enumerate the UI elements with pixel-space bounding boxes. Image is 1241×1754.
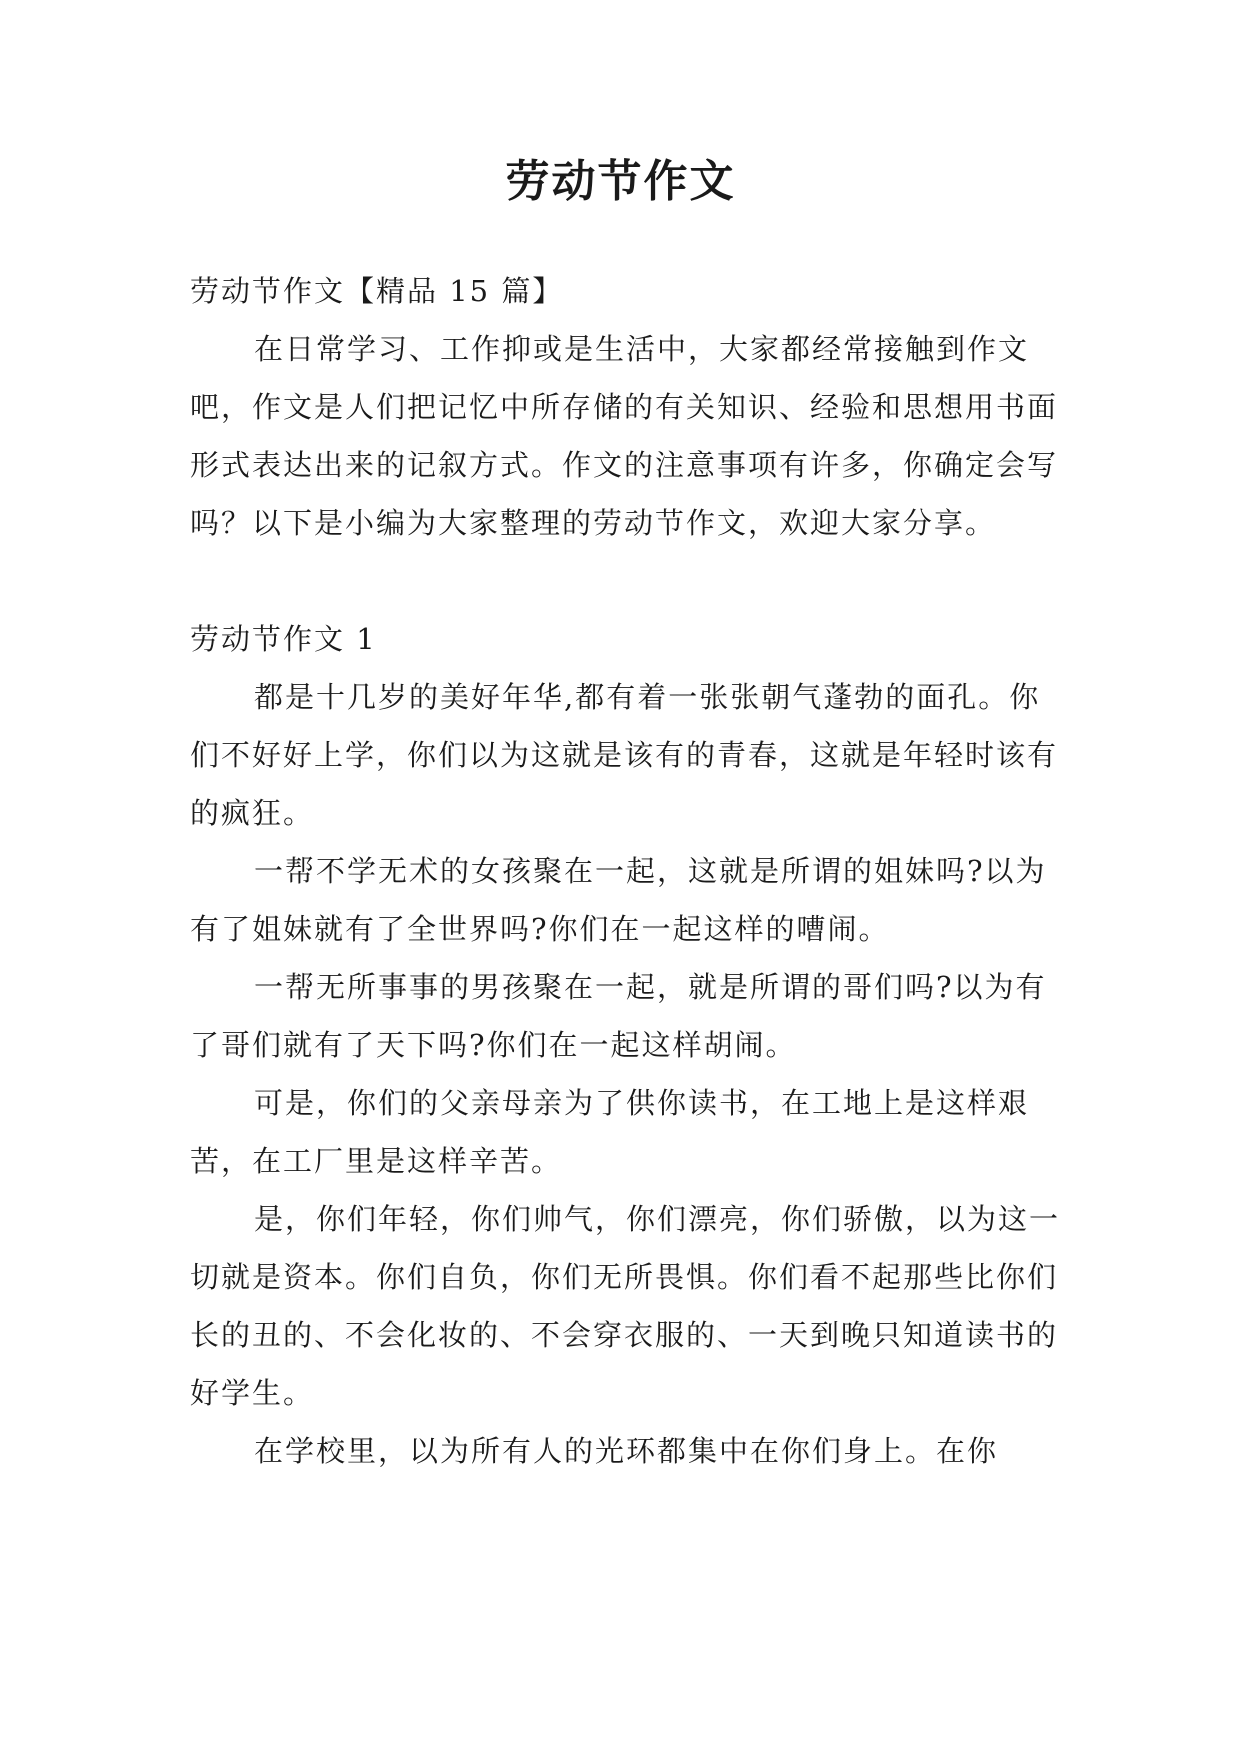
section-spacer: [190, 552, 1060, 610]
document-body: [190, 262, 1060, 1480]
body-paragraph: 是，你们年轻，你们帅气，你们漂亮，你们骄傲，以为这一切就是资本。你们自负，你们无所畏惧。你们看不起那些比你们长的丑的、不会化妆的、不会穿衣服的、一天到晚只知道读书的好学生。: [190, 1202, 1061, 1410]
body-paragraph: 一帮无所事事的男孩聚在一起，就是所谓的哥们吗?以为有了哥们就有了天下吗?你们在一起这样胡闹。: [190, 970, 1047, 1062]
intro-paragraph: 在日常学习、工作抑或是生活中，大家都经常接触到作文吧，作文是人们把记忆中所存储的有关知识、经验和思想用书面形式表达出来的记叙方式。作文的注意事项有许多，你确定会写吗？以下是小编为大家整理的劳动节作文，欢迎大家分享。: [190, 332, 1059, 540]
section-heading: 劳动节作文 1: [190, 622, 377, 656]
document-subtitle: 劳动节作文【精品 15 篇】: [190, 274, 564, 308]
body-paragraph: 可是，你们的父亲母亲为了供你读书，在工地上是这样艰苦，在工厂里是这样辛苦。: [190, 1086, 1030, 1178]
document-title: 劳动节作文: [505, 156, 736, 207]
body-paragraph: 都是十几岁的美好年华,都有着一张张朝气蓬勃的面孔。你们不好好上学，你们以为这就是该有的青春，这就是年轻时该有的疯狂。: [190, 680, 1059, 830]
body-paragraph: 在学校里，以为所有人的光环都集中在你们身上。在你: [254, 1434, 999, 1468]
body-paragraph: 一帮不学无术的女孩聚在一起，这就是所谓的姐妹吗?以为有了姐妹就有了全世界吗?你们在一起这样的嘈闹。: [190, 854, 1047, 946]
